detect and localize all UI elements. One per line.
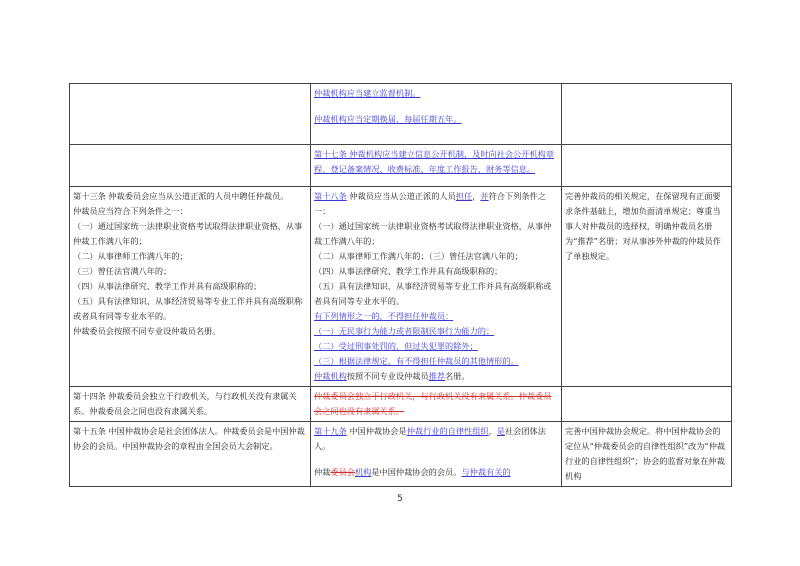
text-run: 完善仲裁员的相关规定，在保留现有正面要求条件基础上，增加负面清单规定；尊重当事人对仲裁员的选择权，明确仲裁员名册为“推荐”名册；对从事涉外仲裁的仲裁员作了单独规定。 xyxy=(565,191,721,261)
inserted-text: （三）根据法律规定，有不得担任仲裁员的其他情形的。 xyxy=(314,356,519,366)
inserted-text: 第十八条 xyxy=(314,191,347,201)
paragraph xyxy=(73,204,307,219)
text-run: ， xyxy=(488,426,497,436)
deleted-text: 委员会 xyxy=(330,467,355,477)
table-row xyxy=(70,84,732,145)
text-run: 仲裁员应当符合下列条件之一： xyxy=(73,206,188,216)
text-run: 第十三条 仲裁委员会应当从公道正派的人员中聘任仲裁员。 xyxy=(73,191,289,201)
paragraph xyxy=(565,424,728,484)
paragraph xyxy=(73,189,307,204)
text-run: （二）从事律师工作满八年的；（三）曾任法官满八年的； xyxy=(314,251,523,261)
paragraph xyxy=(314,389,558,419)
paragraph xyxy=(73,264,307,279)
text-run: （五）具有法律知识、从事经济贸易等专业工作并具有高级职称或者具有同等专业水平的。 xyxy=(314,281,552,306)
paragraph xyxy=(73,324,307,339)
inserted-text: 第十九条 xyxy=(314,426,347,436)
paragraph xyxy=(314,112,558,127)
text-run: 仲裁员应当从公道正派的人员 xyxy=(346,191,456,201)
text-run: （四）从事法律研究、教学工作并具有高级职称的； xyxy=(314,266,503,276)
paragraph xyxy=(314,465,558,480)
paragraph xyxy=(73,279,307,294)
paragraph xyxy=(314,324,558,339)
note-cell xyxy=(562,387,732,422)
paragraph xyxy=(314,369,558,384)
inserted-text: 机构 xyxy=(354,467,372,477)
paragraph xyxy=(73,424,307,454)
paragraph-spacer xyxy=(314,101,558,112)
paragraph xyxy=(314,354,558,369)
inserted-text: 第十七条 仲裁机构应当建立信息公开机制，及时向社会公开机构章程、登记备案情况、收费标准、年度工作报告、财务等信息。 xyxy=(314,149,555,174)
note-cell xyxy=(562,84,732,145)
text-run: 完善中国仲裁协会规定。将中国仲裁协会的定位从“仲裁委员会的自律性组织”改为“仲裁行业的自律性组织”；协会的监督对象在仲裁机构 xyxy=(565,426,726,481)
inserted-text: 推荐 xyxy=(428,371,446,381)
paragraph xyxy=(73,294,307,324)
original-text-cell xyxy=(70,187,311,387)
paragraph xyxy=(314,309,558,324)
paragraph xyxy=(314,189,558,219)
text-run: 名册。 xyxy=(445,371,470,381)
text-run: （一）通过国家统一法律职业资格考试取得法律职业资格，从事仲裁工作满八年的； xyxy=(314,221,552,246)
text-run: 按照不同专业设仲裁员 xyxy=(346,371,429,381)
note-cell xyxy=(562,145,732,187)
original-text-cell xyxy=(70,422,311,487)
inserted-text: （二）受过刑事处罚的，但过失犯罪的除外； xyxy=(314,341,478,351)
deleted-text: 仲裁委员会独立于行政机关，与行政机关没有隶属关系。仲裁委员会之间也没有隶属关系。 xyxy=(314,391,552,416)
original-text-cell xyxy=(70,387,311,422)
text-run: 第十五条 中国仲裁协会是社会团体法人。仲裁委员会是中国仲裁协会的会员。中国仲裁协会的章程由全国会员大会制定。 xyxy=(73,426,305,451)
text-run: 第十四条 仲裁委员会独立于行政机关，与行政机关没有隶属关系。仲裁委员会之间也没有隶属关系。 xyxy=(73,391,297,416)
paragraph xyxy=(314,424,558,454)
inserted-text: 有下列情形之一的，不得担任仲裁员： xyxy=(314,311,454,321)
paragraph xyxy=(73,249,307,264)
page-number: 5 xyxy=(397,494,403,504)
text-run: （四）从事法律研究、教学工作并具有高级职称的； xyxy=(73,281,262,291)
paragraph xyxy=(565,189,728,264)
paragraph xyxy=(314,147,558,177)
paragraph xyxy=(314,264,558,279)
inserted-text: 并 xyxy=(480,191,489,201)
original-text-cell xyxy=(70,84,311,145)
text-run: 符合下列条件之一： xyxy=(314,191,546,216)
text-run: （五）具有法律知识、从事经济贸易等专业工作并具有高级职称或者具有同等专业水平的。 xyxy=(73,296,303,321)
table-row xyxy=(70,187,732,387)
paragraph xyxy=(314,249,558,264)
revised-text-cell xyxy=(311,84,562,145)
paragraph xyxy=(314,279,558,309)
inserted-text: 仲裁机构应当建立监督机制。 xyxy=(314,88,421,98)
text-run: 仲裁 xyxy=(314,467,331,477)
comparison-table xyxy=(69,83,732,487)
inserted-text: 仲裁机构 xyxy=(314,371,347,381)
text-run: ， xyxy=(472,191,481,201)
text-run: 是中国仲裁协会的会员。 xyxy=(371,467,462,477)
table-row xyxy=(70,422,732,487)
inserted-text: 担任 xyxy=(455,191,473,201)
inserted-text: 仲裁机构应当定期换届，每届任期五年。 xyxy=(314,114,462,124)
note-cell xyxy=(562,187,732,387)
revised-text-cell xyxy=(311,187,562,387)
text-run: 社会团体法人。 xyxy=(314,426,546,451)
revised-text-cell xyxy=(311,145,562,187)
paragraph xyxy=(73,389,307,419)
paragraph xyxy=(314,339,558,354)
inserted-text: （一）无民事行为能力或者限制民事行为能力的； xyxy=(314,326,495,336)
paragraph xyxy=(314,86,558,101)
original-text-cell xyxy=(70,145,311,187)
inserted-text: 与仲裁有关的 xyxy=(461,467,511,477)
text-run: （三）曾任法官满八年的； xyxy=(73,266,172,276)
inserted-text: 是 xyxy=(496,426,505,436)
revised-text-cell xyxy=(311,387,562,422)
paragraph-spacer xyxy=(314,454,558,465)
text-run: （二）从事律师工作满八年的； xyxy=(73,251,188,261)
note-cell xyxy=(562,422,732,487)
table-row xyxy=(70,387,732,422)
text-run: 仲裁委员会按照不同专业设仲裁员名册。 xyxy=(73,326,221,336)
text-run: （一）通过国家统一法律职业资格考试取得法律职业资格，从事仲裁工作满八年的； xyxy=(73,221,303,246)
revised-text-cell xyxy=(311,422,562,487)
paragraph xyxy=(73,219,307,249)
text-run: 中国仲裁协会是 xyxy=(346,426,407,436)
paragraph xyxy=(314,219,558,249)
inserted-text: 仲裁行业的自律性组织 xyxy=(406,426,489,436)
table-row xyxy=(70,145,732,187)
